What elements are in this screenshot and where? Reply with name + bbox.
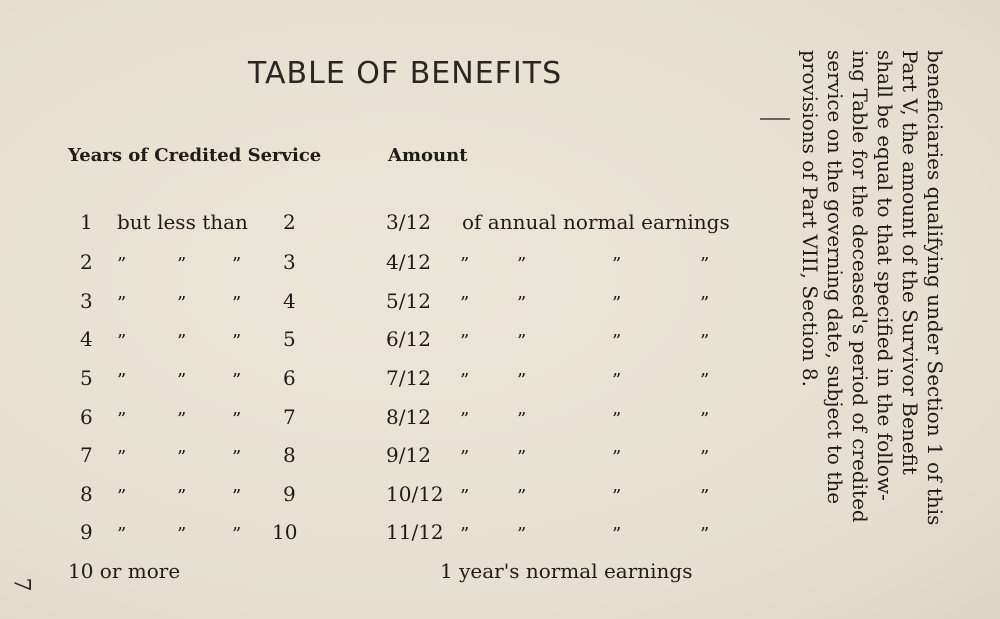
amount-last: 1 year's normal earnings [440,559,693,583]
page-number: 7 [8,577,34,592]
table-row [0,443,780,473]
amount-description: of annual normal earnings [462,210,730,234]
table-row [0,210,780,240]
ditto-mark: ” [232,486,242,507]
ditto-mark: ” [460,447,470,468]
ditto-mark: ” [177,447,187,468]
paragraph-line: service on the governing date, subject to the [823,50,847,505]
amount-fraction: 10/12 [386,482,444,506]
table-row [0,289,780,319]
ditto-mark: ” [117,370,127,391]
ditto-mark: ” [232,524,242,545]
years-from: 8 [80,482,93,506]
ditto-mark: ” [232,331,242,352]
ditto-mark: ” [117,293,127,314]
years-to: 8 [283,443,296,467]
ditto-mark: ” [517,409,527,430]
ditto-mark: ” [612,486,622,507]
column-header-years: Years of Credited Service [68,145,322,166]
years-from: 6 [80,405,93,429]
ditto-mark: ” [700,409,710,430]
years-from: 7 [80,443,93,467]
table-row [0,366,780,396]
divider-dash [760,118,790,120]
ditto-mark: ” [700,486,710,507]
table-row [0,520,780,550]
ditto-mark: ” [517,370,527,391]
ditto-mark: ” [700,331,710,352]
ditto-mark: ” [232,254,242,275]
ditto-mark: ” [117,331,127,352]
ditto-mark: ” [700,447,710,468]
ditto-mark: ” [517,331,527,352]
ditto-mark: ” [117,486,127,507]
ditto-mark: ” [177,293,187,314]
years-to: 7 [283,405,296,429]
ditto-mark: ” [460,254,470,275]
table-row [0,405,780,435]
ditto-mark: ” [700,254,710,275]
years-from: 2 [80,250,93,274]
ditto-mark: ” [612,447,622,468]
ditto-mark: ” [232,370,242,391]
table-row [0,327,780,357]
ditto-mark: ” [517,486,527,507]
ditto-mark: ” [612,331,622,352]
years-to: 10 [272,520,298,544]
ditto-mark: ” [460,486,470,507]
years-from: 4 [80,327,93,351]
ditto-mark: ” [460,409,470,430]
years-to: 2 [283,210,296,234]
rotated-paragraph [792,50,947,590]
paragraph-line: beneficiaries qualifying under Section 1 of this [923,50,947,526]
years-from: 3 [80,289,93,313]
paragraph-line: shall be equal to that specified in the follow- [873,50,897,501]
amount-fraction: 3/12 [386,210,431,234]
ditto-mark: ” [177,331,187,352]
amount-fraction: 8/12 [386,405,431,429]
years-from: 9 [80,520,93,544]
ditto-mark: ” [612,293,622,314]
ditto-mark: ” [177,370,187,391]
ditto-mark: ” [177,409,187,430]
ditto-mark: ” [700,370,710,391]
column-header-amount: Amount [388,145,468,166]
ditto-mark: ” [460,370,470,391]
ditto-mark: ” [117,254,127,275]
years-to: 3 [283,250,296,274]
paragraph-line: ing Table for the deceased's period of credited [848,50,872,523]
amount-fraction: 5/12 [386,289,431,313]
paragraph-line: provisions of Part VIII, Section 8. [798,50,822,387]
table-row-last [0,559,780,589]
ditto-mark: ” [117,524,127,545]
ditto-mark: ” [460,293,470,314]
ditto-mark: ” [700,293,710,314]
ditto-mark: ” [612,254,622,275]
ditto-mark: ” [117,409,127,430]
amount-fraction: 6/12 [386,327,431,351]
ditto-mark: ” [612,370,622,391]
ditto-mark: ” [612,524,622,545]
ditto-mark: ” [232,447,242,468]
range-words: but less than [117,210,248,234]
years-to: 9 [283,482,296,506]
table-row [0,250,780,280]
amount-fraction: 9/12 [386,443,431,467]
ditto-mark: ” [460,331,470,352]
amount-fraction: 4/12 [386,250,431,274]
ditto-mark: ” [700,524,710,545]
amount-fraction: 7/12 [386,366,431,390]
ditto-mark: ” [517,524,527,545]
years-last: 10 or more [68,559,181,583]
ditto-mark: ” [177,524,187,545]
years-to: 5 [283,327,296,351]
page-title: TABLE OF BENEFITS [248,56,563,91]
ditto-mark: ” [232,293,242,314]
ditto-mark: ” [177,254,187,275]
years-from: 1 [80,210,93,234]
years-from: 5 [80,366,93,390]
amount-fraction: 11/12 [386,520,444,544]
ditto-mark: ” [612,409,622,430]
ditto-mark: ” [517,254,527,275]
years-to: 4 [283,289,296,313]
ditto-mark: ” [460,524,470,545]
ditto-mark: ” [177,486,187,507]
ditto-mark: ” [517,293,527,314]
ditto-mark: ” [517,447,527,468]
table-row [0,482,780,512]
ditto-mark: ” [117,447,127,468]
ditto-mark: ” [232,409,242,430]
years-to: 6 [283,366,296,390]
paragraph-line: Part V, the amount of the Survivor Benefit [898,50,922,475]
